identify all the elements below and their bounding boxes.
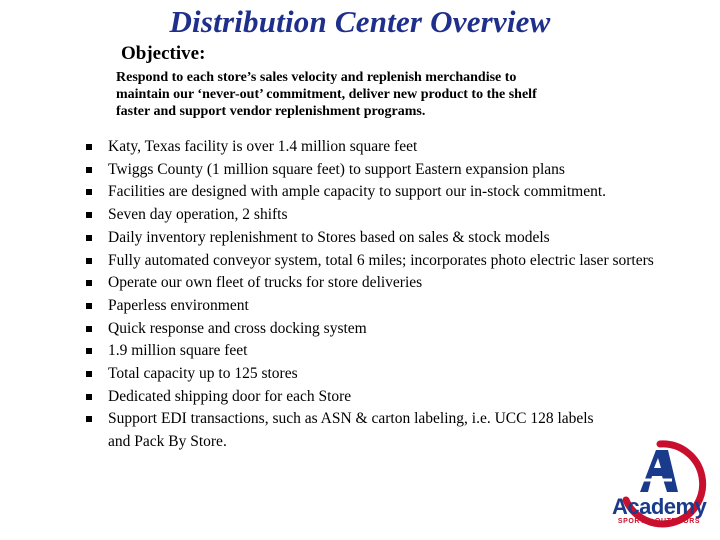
list-item <box>86 272 676 295</box>
list-item <box>86 136 676 159</box>
square-bullet-icon <box>86 303 92 309</box>
list-item <box>86 295 676 318</box>
list-item-text: Fully automated conveyor system, total 6 miles; incorporates photo electric laser sorters <box>108 251 654 269</box>
logo-wordmark: Academy <box>612 494 707 519</box>
list-item <box>86 408 676 453</box>
square-bullet-icon <box>86 189 92 195</box>
list-item-text: Twiggs County (1 million square feet) to support Eastern expansion plans <box>108 160 565 178</box>
square-bullet-icon <box>86 326 92 332</box>
list-item <box>86 227 676 250</box>
list-item <box>86 250 676 273</box>
list-item-text: 1.9 million square feet <box>108 342 248 360</box>
objective-line: maintain our ‘never-out’ commitment, deliver new product to the shelf <box>116 87 537 102</box>
list-item-text: Paperless environment <box>108 296 249 314</box>
list-item <box>86 159 676 182</box>
square-bullet-icon <box>86 235 92 241</box>
square-bullet-icon <box>86 280 92 286</box>
square-bullet-icon <box>86 212 92 218</box>
objective-text <box>116 69 606 120</box>
square-bullet-icon <box>86 144 92 150</box>
objective-line: Respond to each store’s sales velocity and replenish merchandise to <box>116 70 517 85</box>
objective-heading: Objective: <box>121 43 206 64</box>
list-item-text: Support EDI transactions, such as ASN & carton labeling, i.e. UCC 128 labels and Pack By Store. <box>108 410 594 451</box>
objective-line: faster and support vendor replenishment programs. <box>116 104 426 119</box>
list-item <box>86 363 676 386</box>
list-item-text: Seven day operation, 2 shifts <box>108 206 288 224</box>
square-bullet-icon <box>86 416 92 422</box>
list-item <box>86 181 676 204</box>
list-item <box>86 204 676 227</box>
list-item-text: Facilities are designed with ample capacity to support our in-stock commitment. <box>108 183 607 201</box>
list-item-text: Quick response and cross docking system <box>108 319 367 337</box>
square-bullet-icon <box>86 167 92 173</box>
bullet-list <box>86 136 676 454</box>
list-item <box>86 318 676 341</box>
square-bullet-icon <box>86 371 92 377</box>
square-bullet-icon <box>86 258 92 264</box>
list-item <box>86 340 676 363</box>
logo-tagline: SPORTS+OUTDOORS <box>617 518 701 525</box>
list-item-text: Dedicated shipping door for each Store <box>108 387 352 405</box>
list-item-text: Katy, Texas facility is over 1.4 million square feet <box>108 138 418 155</box>
list-item-text: Operate our own fleet of trucks for store deliveries <box>108 274 423 292</box>
page-title: Distribution Center Overview <box>169 4 551 39</box>
list-item-text: Daily inventory replenishment to Stores based on sales & stock models <box>108 228 550 246</box>
square-bullet-icon <box>86 394 92 400</box>
list-item <box>86 386 676 409</box>
square-bullet-icon <box>86 348 92 354</box>
list-item-text: Total capacity up to 125 stores <box>108 365 298 383</box>
